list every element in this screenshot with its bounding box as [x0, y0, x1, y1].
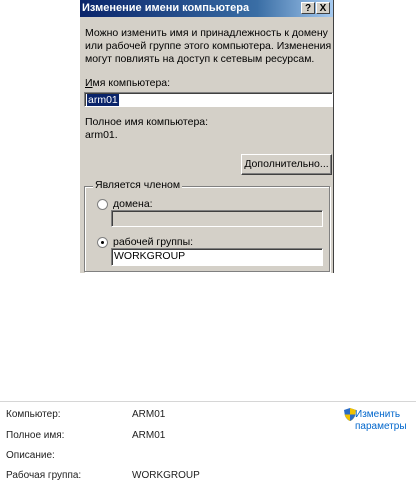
workgroup-option-label[interactable]: рабочей группы: — [113, 236, 194, 248]
info-row-value: ARM01 — [132, 430, 166, 441]
dialog-titlebar — [80, 0, 333, 17]
change-link-line1[interactable]: Изменить — [355, 409, 401, 420]
domain-option-label[interactable]: домена: — [113, 198, 153, 210]
domain-radio[interactable] — [97, 199, 108, 210]
close-button[interactable]: X — [316, 2, 330, 14]
member-group-title: Является членом — [95, 179, 181, 191]
info-row-label: Компьютер: — [6, 409, 61, 420]
workgroup-input[interactable]: WORKGROUP — [111, 248, 323, 266]
change-link-line2[interactable]: параметры — [355, 421, 407, 432]
info-row-label: Рабочая группа: — [6, 470, 82, 481]
full-name-label: Полное имя компьютера: — [85, 116, 209, 128]
help-button[interactable]: ? — [301, 2, 315, 14]
computer-name-label: Имя компьютера: — [85, 77, 171, 89]
info-row-label: Полное имя: — [6, 430, 65, 441]
change-settings-link[interactable] — [355, 409, 407, 433]
info-row-value: WORKGROUP — [132, 470, 200, 481]
full-name-value: arm01. — [85, 129, 118, 141]
computer-name-value: arm01 — [88, 94, 118, 106]
domain-input[interactable] — [111, 210, 323, 227]
workgroup-radio[interactable] — [97, 237, 108, 248]
computer-name-label-text: мя компьютера: — [92, 77, 171, 89]
more-button[interactable]: Дополнительно... — [241, 154, 332, 175]
info-row-label: Описание: — [6, 450, 55, 461]
member-of-group — [84, 179, 330, 272]
dialog-title: Изменение имени компьютера — [82, 2, 250, 14]
rename-computer-dialog — [80, 0, 334, 273]
info-row-value: ARM01 — [132, 409, 166, 420]
dialog-description: Можно изменить имя и принадлежность к домену или рабочей группе этого компьютера. Изменения могут повлиять на доступ к сетевым ресурсам. — [85, 27, 332, 65]
computer-name-input[interactable] — [84, 92, 333, 107]
